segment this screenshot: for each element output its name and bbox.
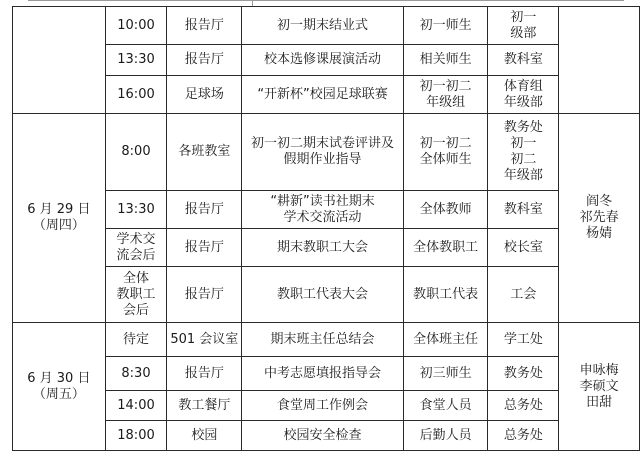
time-cell: 8:30: [105, 357, 167, 391]
department-cell: 教务处: [488, 357, 559, 391]
place-cell: 报告厅: [167, 191, 242, 229]
department-cell: 工会: [488, 267, 559, 323]
department-cell: 学工处: [488, 323, 559, 357]
date-cell: 6 月 29 日 （周四）: [13, 114, 106, 323]
department-cell: 总务处: [488, 421, 559, 451]
time-cell: 13:30: [105, 45, 167, 76]
participants-cell: 食堂人员: [403, 391, 488, 421]
duty-leaders-cell: [559, 7, 640, 114]
place-cell: 足球场: [167, 76, 242, 114]
event-cell: 食堂周工作例会: [242, 391, 403, 421]
table-row: [13, 357, 640, 391]
place-cell: 报告厅: [167, 7, 242, 45]
participants-cell: 初三师生: [403, 357, 488, 391]
participants-cell: 初一初二 年级组: [403, 76, 488, 114]
table-row: [13, 114, 640, 191]
event-cell: 教职工代表大会: [242, 267, 403, 323]
department-cell: 体育组 年级部: [488, 76, 559, 114]
participants-cell: 后勤人员: [403, 421, 488, 451]
table-row: [13, 76, 640, 114]
time-cell: 8:00: [105, 114, 167, 191]
department-cell: 教科室: [488, 45, 559, 76]
participants-cell: 全体教师: [403, 191, 488, 229]
event-cell: 中考志愿填报指导会: [242, 357, 403, 391]
department-cell: 总务处: [488, 391, 559, 421]
participants-cell: 相关师生: [403, 45, 488, 76]
place-cell: 报告厅: [167, 45, 242, 76]
time-cell: 16:00: [105, 76, 167, 114]
time-cell: 14:00: [105, 391, 167, 421]
table-row: [13, 267, 640, 323]
date-cell: [13, 7, 106, 114]
table-row: [13, 7, 640, 45]
place-cell: 报告厅: [167, 357, 242, 391]
time-cell: 全体 教职工 会后: [105, 267, 167, 323]
place-cell: 501 会议室: [167, 323, 242, 357]
top-rule: [28, 0, 624, 1]
event-cell: 校园安全检查: [242, 421, 403, 451]
department-cell: 初一 级部: [488, 7, 559, 45]
place-cell: 报告厅: [167, 267, 242, 323]
event-cell: “开新杯”校园足球联赛: [242, 76, 403, 114]
event-cell: 期末教职工大会: [242, 229, 403, 267]
duty-leaders-cell: 阎冬 祁先春 杨婧: [559, 114, 640, 323]
table-row: [13, 191, 640, 229]
date-cell: 6 月 30 日 （周五）: [13, 323, 106, 451]
event-cell: “耕新”读书社期末 学术交流活动: [242, 191, 403, 229]
event-cell: 期末班主任总结会: [242, 323, 403, 357]
participants-cell: 教职工代表: [403, 267, 488, 323]
event-cell: 校本选修课展演活动: [242, 45, 403, 76]
duty-leaders-cell: 申咏梅 李硕文 田甜: [559, 323, 640, 451]
schedule-table: [12, 6, 640, 451]
participants-cell: 初一师生: [403, 7, 488, 45]
table-row: [13, 45, 640, 76]
table-row: [13, 323, 640, 357]
table-row: [13, 421, 640, 451]
department-cell: 校长室: [488, 229, 559, 267]
department-cell: 教务处 初一 初二 年级部: [488, 114, 559, 191]
time-cell: 学术交 流会后: [105, 229, 167, 267]
event-cell: 初一初二期末试卷评讲及 假期作业指导: [242, 114, 403, 191]
place-cell: 各班教室: [167, 114, 242, 191]
table-row: [13, 229, 640, 267]
time-cell: 待定: [105, 323, 167, 357]
place-cell: 教工餐厅: [167, 391, 242, 421]
time-cell: 18:00: [105, 421, 167, 451]
event-cell: 初一期末结业式: [242, 7, 403, 45]
time-cell: 13:30: [105, 191, 167, 229]
place-cell: 报告厅: [167, 229, 242, 267]
participants-cell: 初一初二 全体师生: [403, 114, 488, 191]
time-cell: 10:00: [105, 7, 167, 45]
department-cell: 教科室: [488, 191, 559, 229]
participants-cell: 全体班主任: [403, 323, 488, 357]
table-row: [13, 391, 640, 421]
place-cell: 校园: [167, 421, 242, 451]
participants-cell: 全体教职工: [403, 229, 488, 267]
